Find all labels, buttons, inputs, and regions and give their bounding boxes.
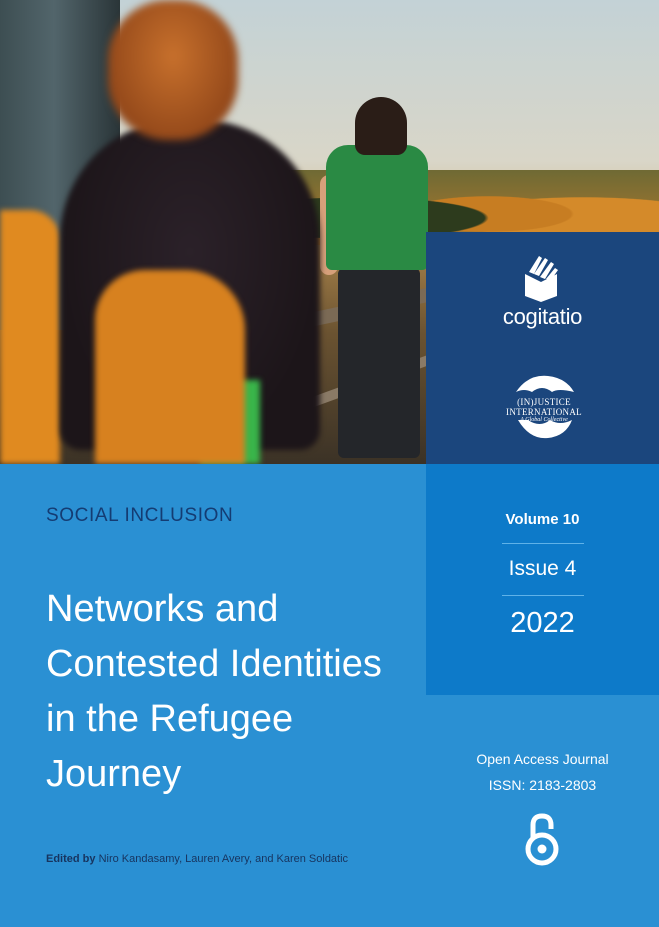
partner-name-line2: INTERNATIONAL: [506, 407, 582, 417]
walking-woman-shirt: [326, 145, 428, 270]
journal-name: SOCIAL INCLUSION: [46, 505, 234, 526]
title-line: in the Refugee: [46, 698, 294, 740]
issue-label: Issue 4: [508, 557, 577, 580]
open-book-icon: [521, 252, 561, 302]
title-line: Contested Identities: [46, 643, 382, 685]
blurred-person-head: [108, 0, 238, 140]
editors-prefix: Edited by: [46, 853, 96, 865]
partner-tagline: A Global Collective: [520, 417, 568, 423]
divider: [502, 543, 584, 544]
issn-label: ISSN: 2183-2803: [488, 777, 597, 793]
publisher-name: cogitatio: [502, 304, 583, 329]
walking-woman-legs: [338, 268, 420, 458]
blurred-orange-cloth: [95, 270, 245, 464]
editors-names: Niro Kandasamy, Lauren Avery, and Karen Soldatic: [98, 853, 349, 865]
partner-name-line1: (IN)JUSTICE: [517, 397, 571, 407]
open-access-lock-icon: [524, 813, 560, 867]
editors-credit: [46, 853, 348, 865]
open-access-label: Open Access Journal: [476, 751, 609, 767]
issue-title: [46, 582, 416, 802]
divider: [502, 595, 584, 596]
walking-woman-head: [355, 97, 407, 155]
year-label: 2022: [510, 607, 575, 639]
title-line: Networks and: [46, 588, 279, 630]
volume-label: Volume 10: [505, 511, 580, 528]
blurred-jacket: [0, 210, 60, 464]
title-line: Journey: [46, 753, 182, 795]
